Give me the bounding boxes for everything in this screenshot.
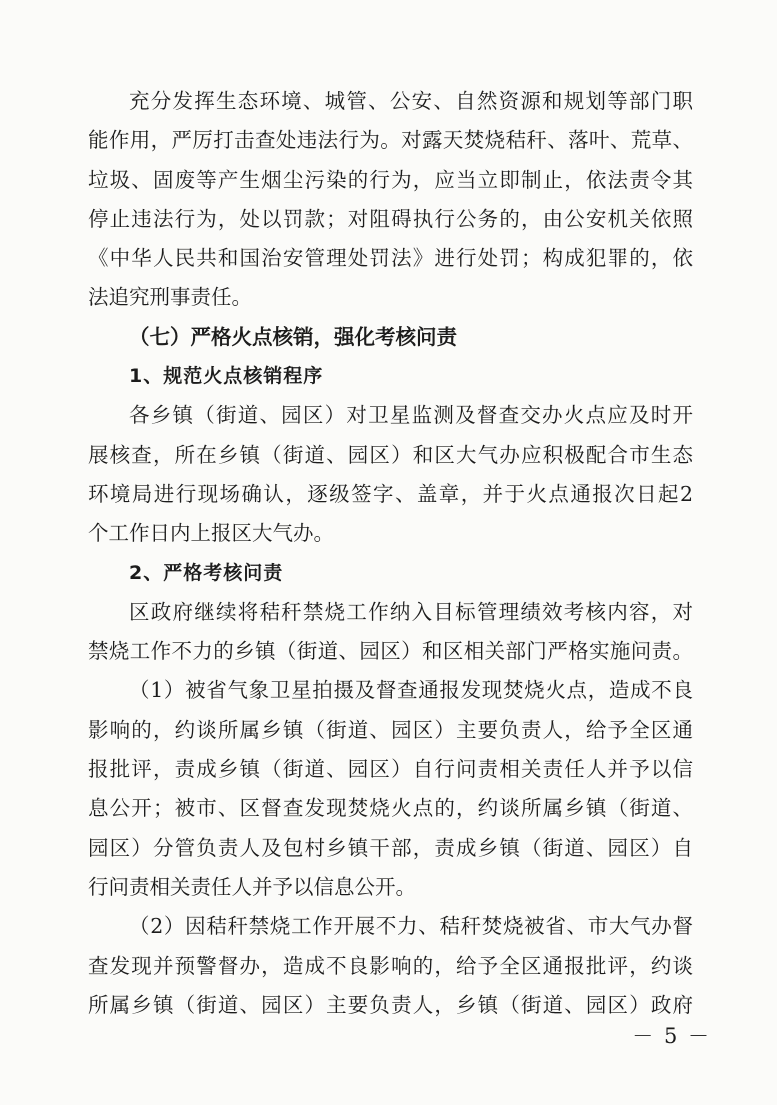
text-line: 园区）分管负责人及包村乡镇干部，责成乡镇（街道、园区）自 xyxy=(88,835,693,860)
body-text xyxy=(88,82,693,1025)
text-line: 报批评，责成乡镇（街道、园区）自行问责相关责任人并予以信 xyxy=(88,757,693,782)
text-line: 所属乡镇（街道、园区）主要负责人，乡镇（街道、园区）政府 xyxy=(88,992,693,1017)
text-line: 充分发挥生态环境、城管、公安、自然资源和规划等部门职 xyxy=(129,89,693,113)
text-line: 法追究刑事责任。 xyxy=(88,285,252,310)
text-line: 个工作日内上报区大气办。 xyxy=(88,521,334,546)
text-line: （2）因秸秆禁烧工作开展不力、秸秆焚烧被省、市大气办督 xyxy=(129,914,693,939)
text-line: 1、规范火点核销程序 xyxy=(129,365,324,388)
text-line: 环境局进行现场确认，逐级签字、盖章，并于火点通报次日起2 xyxy=(88,481,693,506)
text-line: 能作用，严厉打击查处违法行为。对露天焚烧秸秆、落叶、荒草、 xyxy=(88,128,693,153)
text-line: 查发现并预警督办，造成不良影响的，给予全区通报批评，约谈 xyxy=(88,953,693,978)
text-line: （七）严格火点核销，强化考核问责 xyxy=(129,324,457,349)
text-line: 息公开；被市、区督查发现焚烧火点的，约谈所属乡镇（街道、 xyxy=(88,796,693,821)
text-line: （1）被省气象卫星拍摄及督查通报发现焚烧火点，造成不良 xyxy=(129,678,693,703)
text-line: 2、严格考核问责 xyxy=(129,561,284,584)
text-line: 各乡镇（街道、园区）对卫星监测及督查交办火点应及时开 xyxy=(129,403,693,428)
text-line: 行问责相关责任人并予以信息公开。 xyxy=(88,874,416,899)
text-line: 影响的，约谈所属乡镇（街道、园区）主要负责人，给予全区通 xyxy=(88,717,693,742)
text-line: 《中华人民共和国治安管理处罚法》进行处罚；构成犯罪的，依 xyxy=(88,246,693,271)
text-line: 禁烧工作不力的乡镇（街道、园区）和区相关部门严格实施问责。 xyxy=(88,639,693,664)
text-line: 区政府继续将秸秆禁烧工作纳入目标管理绩效考核内容，对 xyxy=(129,599,693,624)
text-line: 垃圾、固废等产生烟尘污染的行为，应当立即制止，依法责令其 xyxy=(88,167,693,192)
text-line: 展核查，所在乡镇（街道、园区）和区大气办应积极配合市生态 xyxy=(88,442,693,467)
page-number: － 5 － xyxy=(632,1024,711,1048)
text-line: 停止违法行为，处以罚款；对阻碍执行公务的，由公安机关依照 xyxy=(88,206,693,231)
